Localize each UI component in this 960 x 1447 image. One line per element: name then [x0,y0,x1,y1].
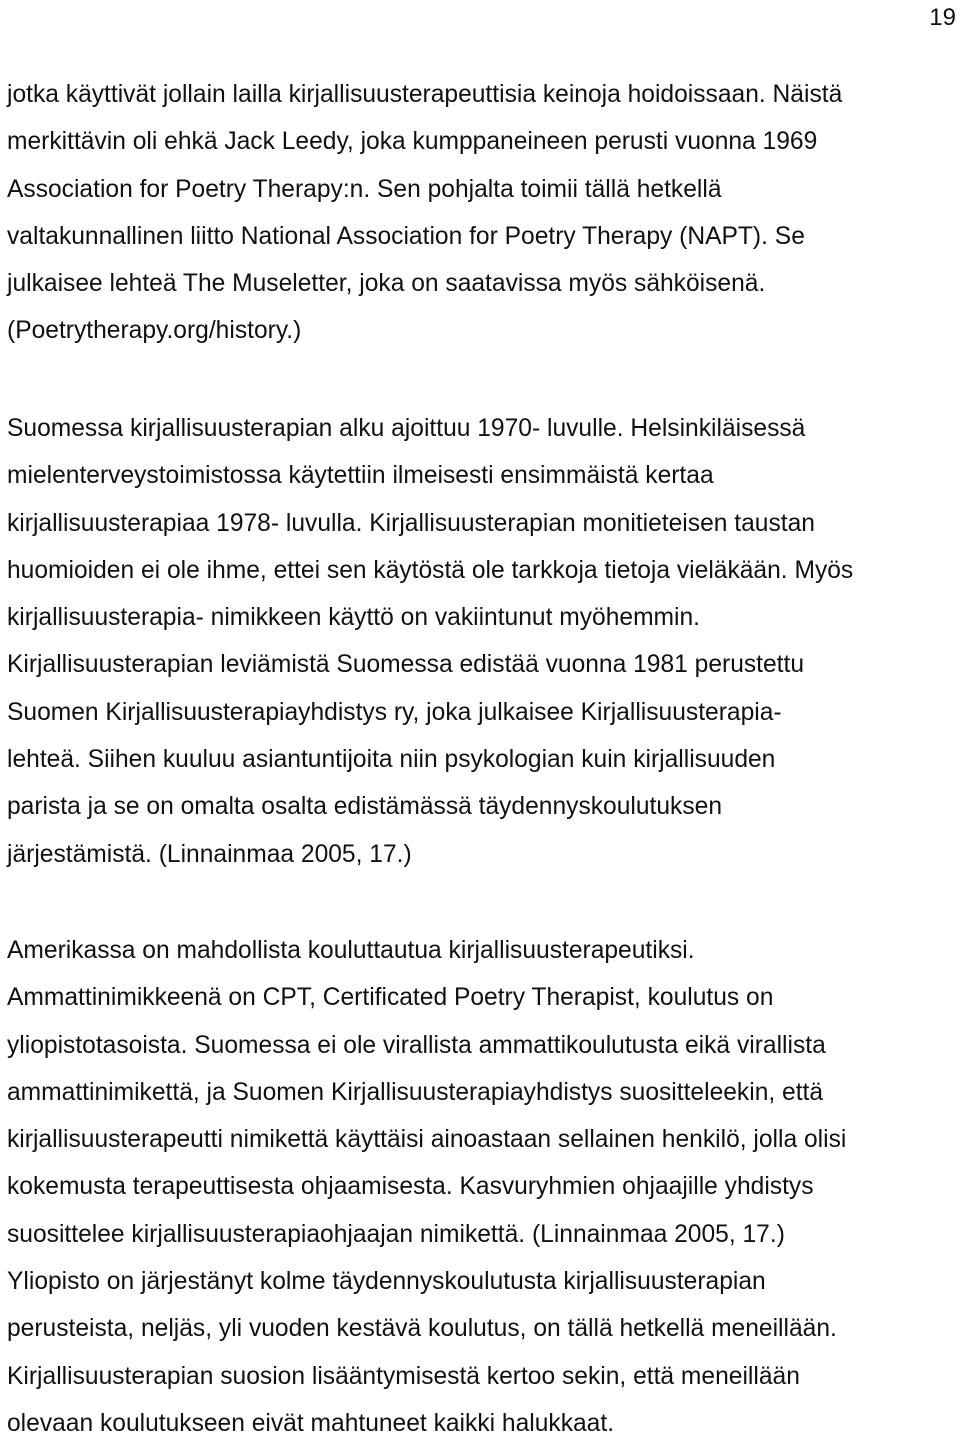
text-line: Association for Poetry Therapy:n. Sen pohjalta toimii tällä hetkellä [7,175,722,203]
text-line: parista ja se on omalta osalta edistämässä täydennyskoulutuksen [7,793,722,821]
text-line: Kirjallisuusterapian suosion lisääntymisestä kertoo sekin, että meneillään [7,1362,800,1390]
text-line: mielenterveystoimistossa käytettiin ilmeisesti ensimmäistä kertaa [7,462,714,490]
text-line: suosittelee kirjallisuusterapiaohjaajan nimikettä. (Linnainmaa 2005, 17.) [7,1220,785,1248]
text-line: olevaan koulutukseen eivät mahtuneet kaikki halukkaat. [7,1409,615,1437]
text-line: lehteä. Siihen kuuluu asiantuntijoita niin psykologian kuin kirjallisuuden [7,746,776,774]
text-line: julkaisee lehteä The Museletter, joka on saatavissa myös sähköisenä. [7,270,766,298]
text-line: kirjallisuusterapeutti nimikettä käyttäisi ainoastaan sellainen henkilö, jolla olisi [7,1126,847,1154]
text-line: Yliopisto on järjestänyt kolme täydennyskoulutusta kirjallisuusterapian [7,1268,766,1296]
text-line: valtakunnallinen liitto National Association for Poetry Therapy (NAPT). Se [7,222,805,250]
text-line: Suomessa kirjallisuusterapian alku ajoittuu 1970- luvulle. Helsinkiläisessä [7,415,806,442]
text-line: Kirjallisuusterapian leviämistä Suomessa edistää vuonna 1981 perustettu [7,651,805,679]
text-line: yliopistotasoista. Suomessa ei ole virallista ammattikoulutusta eikä virallista [7,1031,826,1059]
text-line: kirjallisuusterapiaa 1978- luvulla. Kirjallisuusterapian monitieteisen taustan [7,509,815,537]
text-line: kirjallisuusterapia- nimikkeen käyttö on vakiintunut myöhemmin. [7,604,701,632]
text-line: jotka käyttivät jollain lailla kirjallisuusterapeuttisia keinoja hoidoissaan. Näistä [7,81,843,108]
page-number: 19 [929,4,956,31]
text-line: Suomen Kirjallisuusterapiayhdistys ry, joka julkaisee Kirjallisuusterapia- [7,698,782,726]
text-line: ammattinimikettä, ja Suomen Kirjallisuusterapiayhdistys suositteleekin, että [7,1078,824,1106]
text-line: merkittävin oli ehkä Jack Leedy, joka kumppaneineen perusti vuonna 1969 [7,128,818,156]
text-line: järjestämistä. (Linnainmaa 2005, 17.) [7,840,412,868]
text-line: kokemusta terapeuttisesta ohjaamisesta. Kasvuryhmien ohjaajille yhdistys [7,1173,814,1201]
paragraph-napt-history [7,71,952,355]
text-line: perusteista, neljäs, yli vuoden kestävä koulutus, on tällä hetkellä meneillään. [7,1315,837,1343]
text-line: Amerikassa on mahdollista kouluttautua kirjallisuusterapeutiksi. [7,937,695,964]
text-line: huomioiden ei ole ihme, ettei sen käytöstä ole tarkkoja tietoja vieläkään. Myös [7,556,854,584]
paragraph-finland-history [7,405,952,878]
paragraph-training [7,927,952,1447]
text-line: (Poetrytherapy.org/history.) [7,317,302,345]
text-line: Ammattinimikkeenä on CPT, Certificated Poetry Therapist, koulutus on [7,984,774,1012]
